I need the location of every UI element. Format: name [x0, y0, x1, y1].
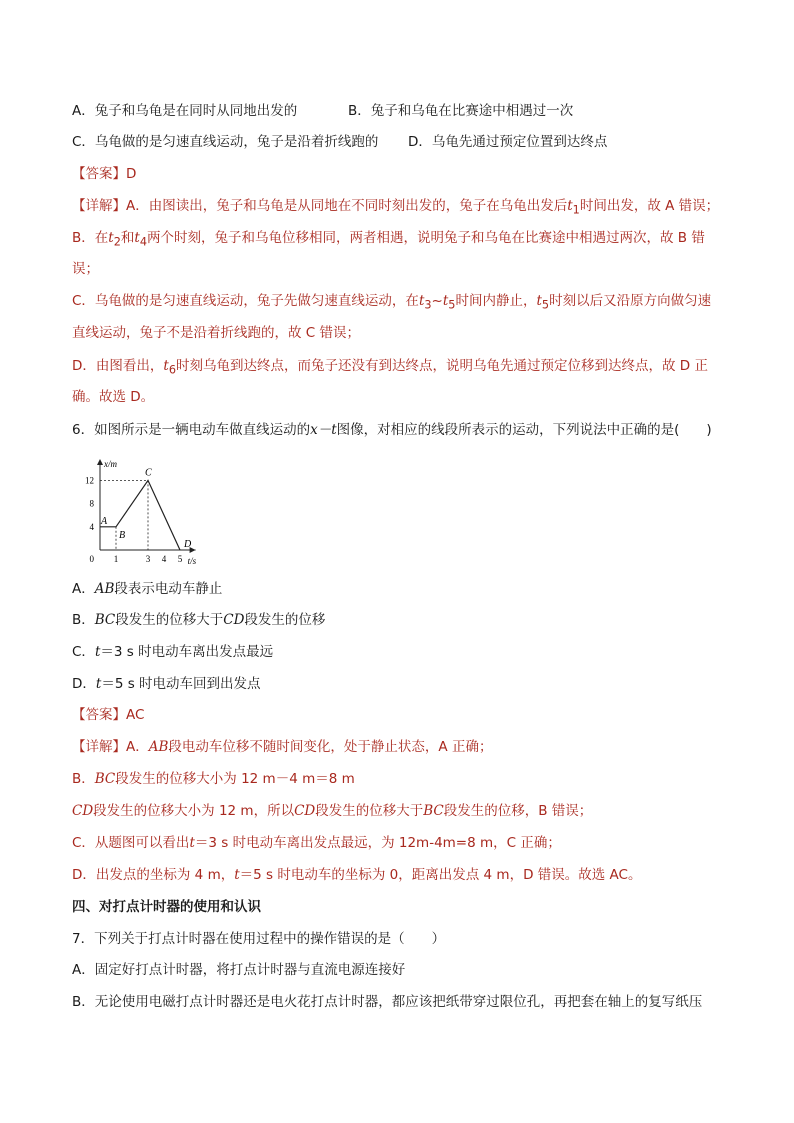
answer-value: D — [126, 166, 137, 182]
q6-detail-line-2 — [72, 769, 355, 789]
y-tick-label: 8 — [89, 498, 94, 509]
q5-option-c: C．乌龟做的是匀速直线运动，兔子是沿着折线跑的 — [72, 134, 379, 150]
point-label-b: B — [119, 529, 126, 541]
text: C．乌龟做的是匀速直线运动，兔子先做匀速直线运动，在 — [72, 293, 419, 309]
q6-option-b — [72, 610, 325, 630]
y-tick-label: 4 — [89, 521, 94, 532]
text: ＝3 s 时电动车离出发点最远，为 12m-4m=8 m，C 正确； — [194, 835, 561, 851]
math-sub: 6 — [168, 363, 177, 377]
text: A． — [72, 581, 95, 597]
math-var: t — [567, 198, 573, 214]
text: 6．如图所示是一辆电动车做直线运动的 — [72, 422, 311, 438]
text: D．由图看出， — [72, 358, 164, 374]
math-var: t — [442, 293, 449, 309]
q5-detail-line-3: 误； — [72, 261, 99, 277]
q5-detail-line-5: 直线运动，兔子不是沿着折线跑的，故 C 错误； — [72, 325, 361, 341]
q5-detail-line-7: 确。故选 D。 — [72, 389, 155, 405]
math-var: BC — [94, 612, 116, 628]
text: A． — [126, 739, 149, 755]
math-var: t — [94, 644, 101, 660]
text: 时刻乌龟到达终点，而兔子还没有到达终点，说明乌龟先通过预定位移到达终点，故 D 正 — [176, 358, 708, 374]
q5-detail-line-6 — [72, 356, 708, 381]
text: 段电动车位移不随时间变化，处于静止状态，A 正确； — [168, 739, 493, 755]
q7-option-a: A．固定好打点计时器，将打点计时器与直流电源连接好 — [72, 962, 406, 978]
math-sub: 2 — [113, 235, 121, 249]
text: 段发生的位移大于 — [315, 803, 424, 819]
q6-detail-line-3 — [72, 801, 592, 821]
y-axis-arrow — [97, 459, 103, 465]
q5-option-b: B．兔子和乌龟在比赛途中相遇过一次 — [348, 103, 574, 119]
point-label-d: D — [184, 539, 192, 550]
x-tick-label: 5 — [177, 554, 183, 564]
math-var: BC — [423, 803, 444, 819]
math-var: t — [108, 230, 114, 246]
text: C． — [72, 644, 95, 660]
q6-detail-line-4 — [72, 833, 561, 853]
q7-stem: 7．下列关于打点计时器在使用过程中的操作错误的是（ ） — [72, 931, 446, 947]
detail-tag: 【详解】 — [72, 198, 126, 214]
q6-option-c — [72, 642, 273, 662]
text: 段表示电动车静止 — [114, 581, 223, 597]
math-var: CD — [223, 612, 245, 628]
q5-option-a: A．兔子和乌龟是在同时从同地出发的 — [72, 103, 298, 119]
q6-stem — [72, 420, 712, 440]
text: ~ — [431, 293, 443, 309]
text: 两个时刻，兔子和乌龟位移相同，两者相遇，说明兔子和乌龟在比赛途中相遇过两次，故 B 错 — [146, 230, 705, 246]
math-var: AB — [94, 581, 115, 597]
text: ＝5 s 时电动车的坐标为 0，距离出发点 4 m，D 错误。故选 AC。 — [239, 867, 642, 883]
math-var: t — [234, 867, 240, 883]
x-tick-label: 4 — [161, 554, 167, 564]
text: A．由图读出，兔子和乌龟是从同地在不同时刻出发的，兔子在乌龟出发后 — [126, 198, 568, 214]
answer-value: AC — [126, 707, 145, 723]
math-sub: 5 — [448, 298, 456, 312]
text: D．出发点的坐标为 4 m， — [72, 867, 235, 883]
math-var: CD — [72, 803, 94, 819]
text: 段发生的位移大小为 12 m－4 m＝8 m — [115, 771, 355, 787]
text: 段发生的位移大于 — [115, 612, 224, 628]
math-sub: 3 — [424, 298, 432, 312]
detail-tag: 【详解】 — [72, 739, 126, 755]
text: ＝5 s 时电动车回到出发点 — [101, 676, 261, 692]
text: 时刻以后又沿原方向做匀速 — [549, 293, 712, 309]
text: ＝3 s 时电动车离出发点最远 — [100, 644, 274, 660]
x-t-graph — [72, 450, 212, 570]
q5-detail-line-2 — [72, 228, 705, 253]
answer-tag: 【答案】 — [72, 166, 126, 182]
math-var: t — [95, 676, 102, 692]
text: 段发生的位移大小为 12 m，所以 — [93, 803, 295, 819]
series-line — [100, 480, 180, 550]
math-var: t — [163, 358, 169, 374]
answer-tag: 【答案】 — [72, 707, 126, 723]
math-var: AB — [148, 739, 169, 755]
x-tick-label: 3 — [145, 554, 151, 564]
math-var: CD — [294, 803, 316, 819]
x-tick-label: 0 — [89, 554, 94, 564]
point-label-c: C — [145, 467, 152, 479]
y-axis-label: x/m — [104, 459, 117, 469]
x-tick-label: 1 — [113, 554, 119, 564]
math-expr: x－t — [310, 422, 337, 438]
q6-option-d — [72, 674, 261, 694]
text: 时间出发，故 A 错误； — [579, 198, 720, 214]
y-tick-label: 12 — [85, 475, 94, 486]
text: 段发生的位移，B 错误； — [443, 803, 593, 819]
text: C．从题图可以看出 — [72, 835, 190, 851]
math-sub: 1 — [572, 203, 580, 217]
math-sub: 4 — [139, 235, 147, 249]
math-var: t — [189, 835, 195, 851]
q5-answer — [72, 164, 136, 184]
text: D． — [72, 676, 96, 692]
math-var: t — [418, 293, 425, 309]
text: 段发生的位移 — [244, 612, 326, 628]
q6-option-a — [72, 579, 222, 599]
math-var: t — [536, 293, 542, 309]
text: 时间内静止， — [455, 293, 537, 309]
q6-answer — [72, 705, 144, 725]
q5-option-d: D．乌龟先通过预定位置到达终点 — [408, 134, 608, 150]
text: B． — [72, 771, 95, 787]
q7-option-b: B．无论使用电磁打点计时器还是电火花打点计时器，都应该把纸带穿过限位孔，再把套在轴上的复写纸压 — [72, 994, 703, 1010]
math-sub: 5 — [541, 298, 550, 312]
q5-detail-line-4 — [72, 291, 711, 316]
x-axis-label: t/s — [187, 556, 197, 566]
point-label-a: A — [101, 515, 108, 527]
text: B．在 — [72, 230, 109, 246]
q5-detail-line-1 — [72, 196, 719, 221]
text: 图像，对相应的线段所表示的运动，下列说法中正确的是( ) — [336, 422, 712, 438]
section-title: 四、对打点计时器的使用和认识 — [72, 899, 261, 915]
text: 和 — [120, 230, 135, 246]
math-var: BC — [94, 771, 116, 787]
math-var: t — [134, 230, 140, 246]
q6-detail-line-1 — [72, 737, 492, 757]
q6-detail-line-5 — [72, 865, 641, 885]
text: B． — [72, 612, 95, 628]
